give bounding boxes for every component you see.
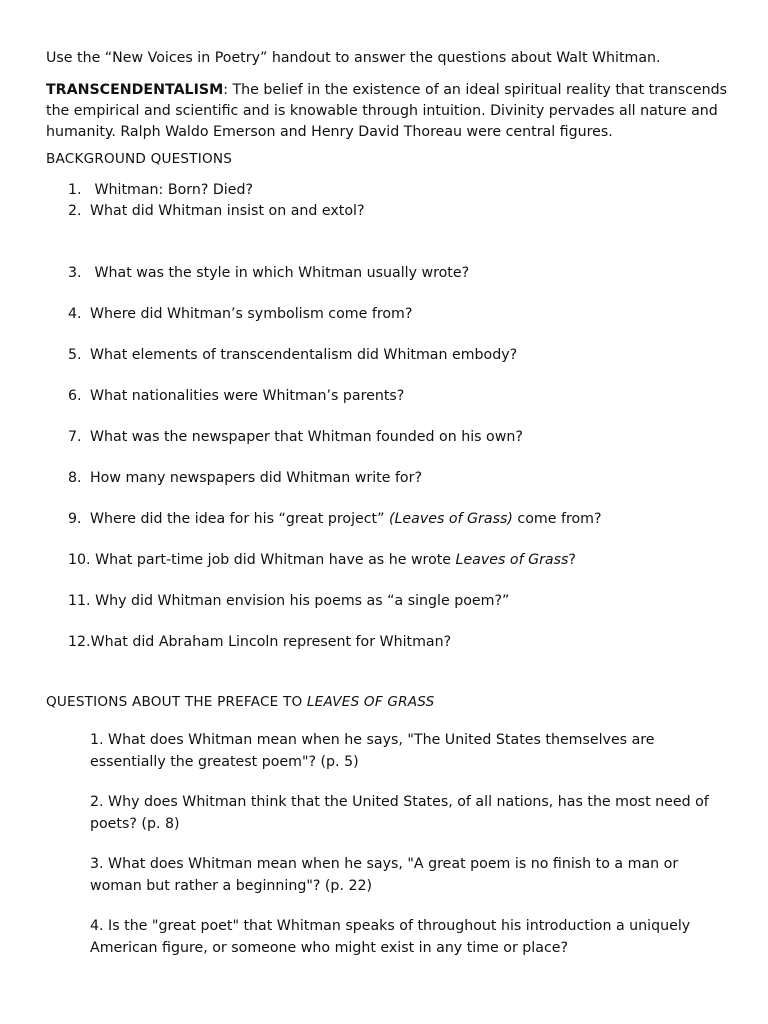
question-7: 7. What was the newspaper that Whitman founded on his own? [68, 429, 523, 445]
transcendentalism-definition [46, 80, 736, 143]
question-1: 1. Whitman: Born? Died? [68, 182, 253, 198]
definition-text: The belief in the existence of an ideal spiritual reality that transcends the empirical and scientific and is knowable through intuition. Divinity pervades all nature and humanity. Ralph Waldo Emerson and Henry David Thoreau were central figures. [46, 82, 728, 140]
preface-question-4: 4. Is the "great poet" that Whitman speaks of throughout his introduction a uniquely American figure, or someone who might exist in any time or place? [90, 918, 691, 956]
question-5: 5. What elements of transcendentalism did Whitman embody? [68, 347, 518, 363]
instructions: Use the “New Voices in Poetry” handout to answer the questions about Walt Whitman. [46, 50, 661, 66]
question-2: 2. What did Whitman insist on and extol? [68, 203, 365, 219]
definition-term: TRANSCENDENTALISM [46, 82, 224, 98]
question-6: 6. What nationalities were Whitman’s parents? [68, 388, 405, 404]
question-10: 10. What part-time job did Whitman have as he wrote Leaves of Grass? [68, 552, 576, 568]
definition-colon: : [223, 82, 228, 98]
question-12: 12.What did Abraham Lincoln represent for Whitman? [68, 634, 452, 650]
preface-question-2: 2. Why does Whitman think that the United States, of all nations, has the most need of poets? (p. 8) [90, 794, 709, 832]
preface-questions-heading: QUESTIONS ABOUT THE PREFACE TO LEAVES OF GRASS [46, 694, 435, 710]
question-3: 3. What was the style in which Whitman usually wrote? [68, 265, 470, 281]
question-4: 4. Where did Whitman’s symbolism come from? [68, 306, 413, 322]
preface-question-1: 1. What does Whitman mean when he says, "The United States themselves are essentially the greatest poem"? (p. 5) [90, 732, 655, 770]
question-9: 9. Where did the idea for his “great project” (Leaves of Grass) come from? [68, 511, 602, 527]
question-11: 11. Why did Whitman envision his poems as “a single poem?” [68, 593, 510, 609]
preface-question-3: 3. What does Whitman mean when he says, "A great poem is no finish to a man or woman but rather a beginning"? (p. 22) [90, 856, 679, 894]
question-8: 8. How many newspapers did Whitman write for? [68, 470, 422, 486]
background-questions-heading: BACKGROUND QUESTIONS [46, 151, 233, 167]
